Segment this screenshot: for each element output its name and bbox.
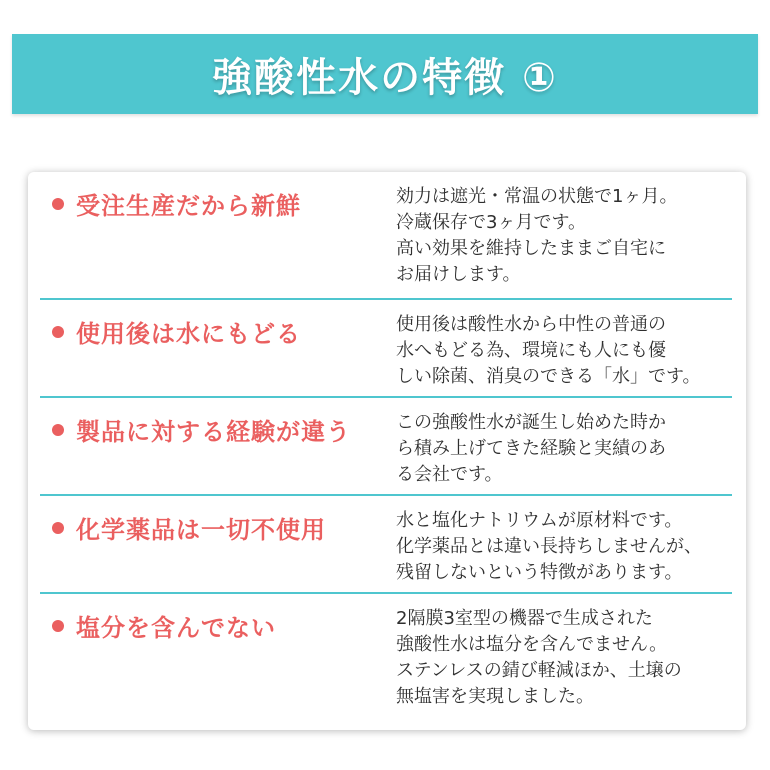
- description-line: ら積み上げてきた経験と実績のあ: [396, 438, 666, 459]
- description-line: 化学薬品とは違い長持ちしませんが、: [396, 536, 702, 557]
- description-line: 水へもどる為、環境にも人にも優: [396, 340, 666, 361]
- feature-title: 塩分を含んでない: [76, 614, 276, 642]
- page-title: 強酸性水の特徴 ①: [212, 54, 558, 101]
- feature-heading: [52, 412, 351, 447]
- description-line: る会社です。: [396, 464, 503, 485]
- feature-title: 化学薬品は一切不使用: [76, 516, 326, 544]
- description-line: 強酸性水は塩分を含んでません。: [396, 634, 668, 655]
- feature-title: 受注生産だから新鮮: [76, 192, 301, 220]
- description-line: 無塩害を実現しました。: [396, 686, 594, 707]
- description-line: 冷蔵保存で3ヶ月です。: [396, 212, 587, 233]
- description-line: ステンレスの錆び軽減ほか、土壌の: [396, 660, 682, 681]
- bullet-dot-icon: [52, 198, 64, 210]
- bullet-dot-icon: [52, 620, 64, 632]
- feature-row: [40, 496, 732, 594]
- feature-description: [396, 508, 728, 586]
- description-line: 2隔膜3室型の機器で生成された: [396, 608, 653, 629]
- feature-heading: [52, 510, 326, 545]
- features-card: [28, 172, 746, 730]
- feature-row: [40, 398, 732, 496]
- feature-title: 製品に対する経験が違う: [76, 418, 351, 446]
- description-line: しい除菌、消臭のできる「水」です。: [396, 366, 701, 387]
- bullet-dot-icon: [52, 522, 64, 534]
- description-line: 残留しないという特徴があります。: [396, 562, 683, 583]
- feature-row: [40, 594, 732, 724]
- bullet-dot-icon: [52, 326, 64, 338]
- bullet-dot-icon: [52, 424, 64, 436]
- description-line: 効力は遮光・常温の状態で1ヶ月。: [396, 186, 678, 207]
- feature-title: 使用後は水にもどる: [76, 320, 301, 348]
- description-line: 使用後は酸性水から中性の普通の: [396, 314, 666, 335]
- feature-heading: [52, 314, 301, 349]
- feature-heading: [52, 186, 301, 221]
- description-line: この強酸性水が誕生し始めた時か: [396, 412, 666, 433]
- feature-description: [396, 410, 728, 488]
- description-line: 高い効果を維持したままご自宅に: [396, 238, 666, 259]
- title-banner: [12, 34, 758, 114]
- feature-heading: [52, 608, 276, 643]
- feature-description: [396, 184, 728, 288]
- description-line: 水と塩化ナトリウムが原材料です。: [396, 510, 683, 531]
- feature-row: [40, 172, 732, 300]
- description-line: お届けします。: [396, 264, 521, 285]
- feature-row: [40, 300, 732, 398]
- feature-description: [396, 606, 728, 710]
- feature-description: [396, 312, 728, 390]
